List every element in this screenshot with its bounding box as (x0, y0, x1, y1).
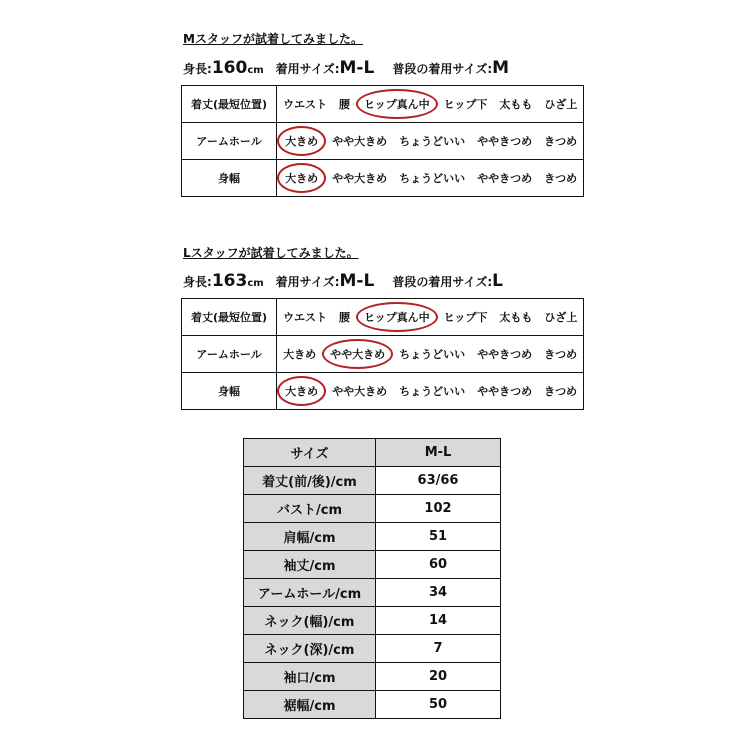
fit-row-label: 身幅 (182, 373, 277, 410)
usual-size-label: 普段の着用サイズ: (392, 62, 493, 76)
fit-option: やや大きめ (332, 172, 388, 185)
fit-option: やや大きめ (332, 135, 388, 148)
fit-options (277, 299, 584, 336)
fit-option: ややきつめ (477, 385, 533, 398)
size-header-row (244, 439, 501, 467)
staff-m-info (183, 58, 509, 78)
fit-option-selected: やや大きめ (322, 339, 393, 369)
fit-option: ちょうどいい (399, 385, 466, 398)
fit-option: ウエスト (283, 311, 327, 324)
usual-size-value: L (492, 271, 504, 291)
fit-option: 腰 (339, 311, 350, 324)
size-row (244, 551, 501, 579)
staff-l-info (183, 271, 503, 291)
height-value: 160 (211, 58, 248, 78)
height-label: 身長: (183, 275, 212, 289)
fit-option-selected: 大きめ (277, 163, 326, 193)
size-row (244, 495, 501, 523)
staff-m-heading: Mスタッフが試着してみました。 (183, 32, 363, 46)
fit-options (277, 336, 584, 373)
fit-option: ちょうどいい (399, 172, 466, 185)
usual-size-value: M (492, 58, 510, 78)
measurement-value: 7 (376, 635, 501, 663)
measurement-value: 20 (376, 663, 501, 691)
fit-row (182, 160, 584, 197)
measurement-label: 袖丈/cm (244, 551, 376, 579)
height-unit: cm (247, 65, 264, 76)
fit-option-selected: 大きめ (277, 376, 326, 406)
fit-option-selected: 大きめ (277, 126, 326, 156)
fit-option-selected: ヒップ真ん中 (356, 302, 438, 332)
worn-size-value: M-L (339, 58, 375, 78)
fit-option: ちょうどいい (399, 348, 466, 361)
fit-row-label: 着丈(最短位置) (182, 299, 277, 336)
measurement-value: 102 (376, 495, 501, 523)
size-header-label: サイズ (244, 439, 376, 467)
staff-l-fit-table (181, 298, 584, 410)
measurement-label: バスト/cm (244, 495, 376, 523)
measurement-label: ネック(幅)/cm (244, 607, 376, 635)
measurement-label: アームホール/cm (244, 579, 376, 607)
height-unit: cm (247, 278, 264, 289)
size-header-value: M-L (376, 439, 501, 467)
fit-option: ひざ上 (544, 98, 578, 111)
fit-row-label: 着丈(最短位置) (182, 86, 277, 123)
measurement-label: 袖口/cm (244, 663, 376, 691)
measurement-value: 14 (376, 607, 501, 635)
size-row (244, 523, 501, 551)
fit-option: ややきつめ (477, 135, 533, 148)
measurement-value: 50 (376, 691, 501, 719)
fit-option: ウエスト (283, 98, 327, 111)
fit-option: きつめ (544, 385, 578, 398)
size-row (244, 467, 501, 495)
fit-option: ヒップ下 (443, 98, 488, 111)
fit-row (182, 123, 584, 160)
fit-option: ちょうどいい (399, 135, 466, 148)
fit-row (182, 336, 584, 373)
size-row (244, 663, 501, 691)
measurement-label: 裾幅/cm (244, 691, 376, 719)
fit-option: ややきつめ (477, 348, 533, 361)
fit-options (277, 160, 584, 197)
fit-row (182, 86, 584, 123)
measurement-label: 肩幅/cm (244, 523, 376, 551)
usual-size-label: 普段の着用サイズ: (392, 275, 493, 289)
fit-row-label: アームホール (182, 336, 277, 373)
fit-options (277, 373, 584, 410)
fit-row (182, 299, 584, 336)
measurement-label: 着丈(前/後)/cm (244, 467, 376, 495)
fit-option: ひざ上 (544, 311, 578, 324)
fit-options (277, 123, 584, 160)
size-row (244, 579, 501, 607)
fit-option: やや大きめ (332, 385, 388, 398)
size-chart-table (243, 438, 501, 719)
worn-size-label: 着用サイズ: (275, 62, 340, 76)
staff-l-heading: Lスタッフが試着してみました。 (183, 246, 359, 260)
measurement-value: 63/66 (376, 467, 501, 495)
height-value: 163 (211, 271, 248, 291)
fit-option-selected: ヒップ真ん中 (356, 89, 438, 119)
measurement-value: 60 (376, 551, 501, 579)
fit-option: ややきつめ (477, 172, 533, 185)
fit-option: 腰 (339, 98, 350, 111)
height-label: 身長: (183, 62, 212, 76)
staff-m-fit-table (181, 85, 584, 197)
measurement-label: ネック(深)/cm (244, 635, 376, 663)
fit-option: ヒップ下 (443, 311, 488, 324)
measurement-value: 51 (376, 523, 501, 551)
fit-options (277, 86, 584, 123)
fit-option: きつめ (544, 172, 578, 185)
fit-option: きつめ (544, 348, 578, 361)
fit-option: きつめ (544, 135, 578, 148)
fit-option: 太もも (499, 311, 533, 324)
size-row (244, 635, 501, 663)
size-row (244, 691, 501, 719)
worn-size-value: M-L (339, 271, 375, 291)
fit-option: 太もも (499, 98, 533, 111)
fit-option: 大きめ (283, 348, 317, 361)
size-row (244, 607, 501, 635)
fit-row (182, 373, 584, 410)
fit-row-label: 身幅 (182, 160, 277, 197)
worn-size-label: 着用サイズ: (275, 275, 340, 289)
measurement-value: 34 (376, 579, 501, 607)
fit-row-label: アームホール (182, 123, 277, 160)
